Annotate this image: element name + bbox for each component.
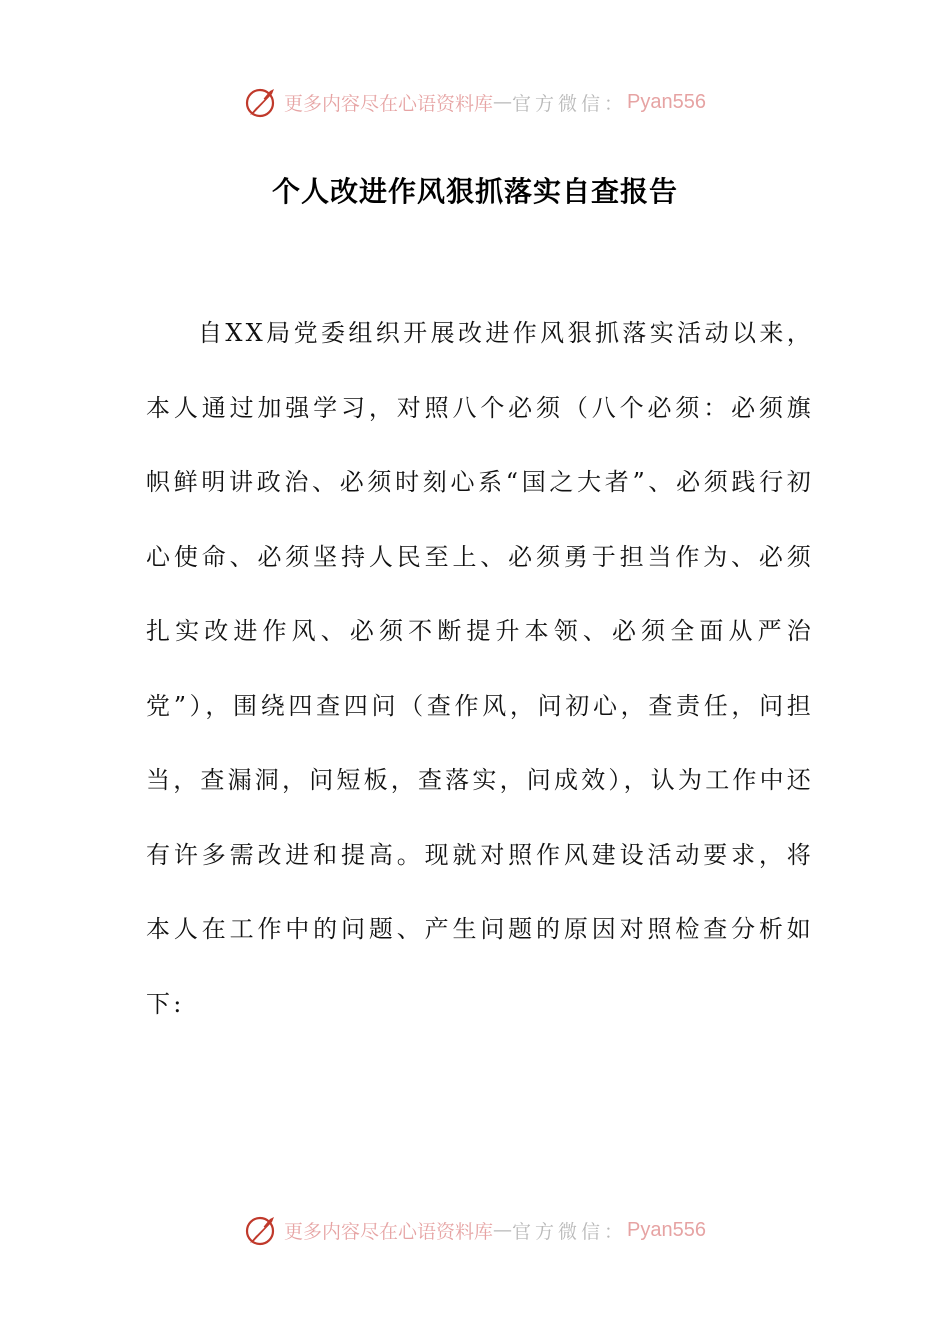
header-watermark bbox=[0, 82, 950, 122]
watermark-id: Pyan556 bbox=[627, 90, 706, 113]
watermark-separator: — bbox=[493, 91, 513, 113]
document-title: 个人改进作风狠抓落实自查报告 bbox=[271, 175, 678, 208]
watermark-text: 更多内容尽在心语资料库 bbox=[284, 92, 494, 115]
watermark-text: 更多内容尽在心语资料库 bbox=[284, 1220, 494, 1243]
watermark-separator: — bbox=[493, 1219, 513, 1241]
quill-logo-icon bbox=[244, 85, 278, 119]
body-paragraph: 自XX局党委组织开展改进作风狠抓落实活动以来，本人通过加强学习，对照八个必须（八个必须：必须旗帜鲜明讲政治、必须时刻心系“国之大者”、必须践行初心使命、必须坚持人民至上、必须勇于担当作为、必须扎实改进作风、必须不断提升本领、必须全面从严治党”），围绕四查四问（查作风，问初心，查责任，问担当，查漏洞，问短板，查落实，问成效），认为工作中还有许多需改进和提高。现就对照作风建设活动要求，将本人在工作中的问题、产生问题的原因对照检查分析如下: bbox=[146, 319, 814, 1018]
quill-logo-icon bbox=[244, 1213, 278, 1247]
watermark-label: 官方微信： bbox=[512, 1220, 628, 1243]
watermark-label: 官方微信： bbox=[512, 92, 628, 115]
watermark-id: Pyan556 bbox=[627, 1218, 706, 1241]
footer-watermark bbox=[0, 1210, 950, 1250]
